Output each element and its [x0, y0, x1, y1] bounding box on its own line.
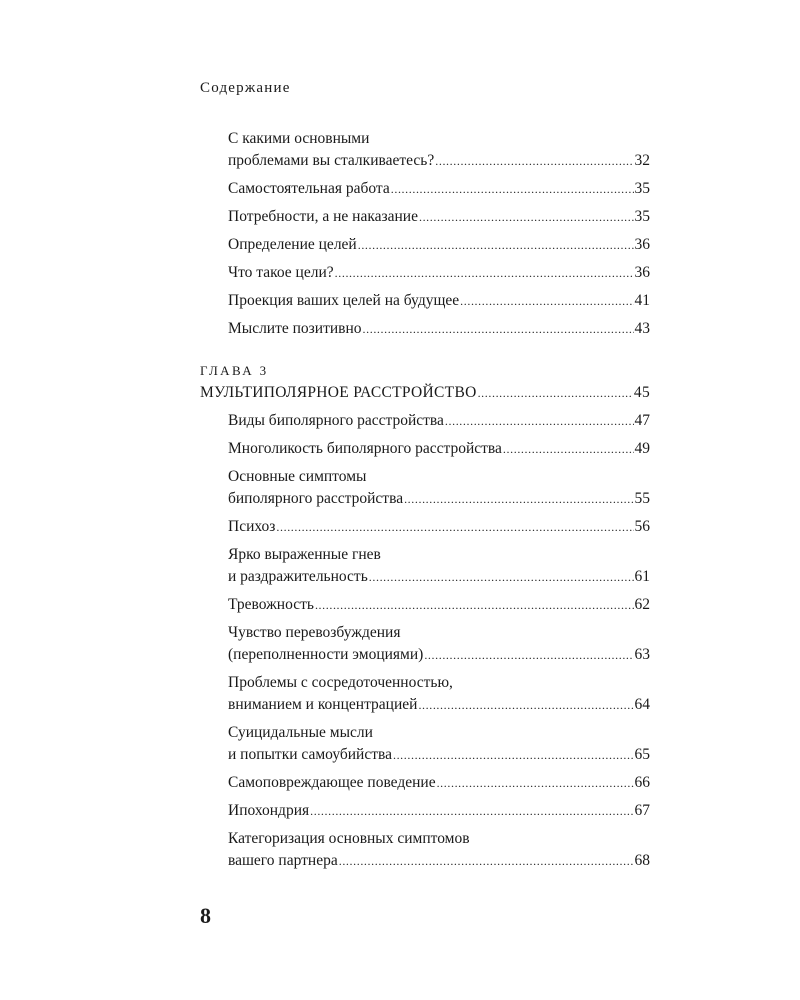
toc-entry-title: Многоликость биполярного расстройства: [228, 440, 502, 457]
toc-entry-title: Самоповреждающее поведение: [228, 774, 436, 791]
dot-leader: [435, 150, 633, 172]
dot-leader: [358, 234, 634, 256]
toc-entry-page-number: 49: [634, 440, 650, 457]
toc-entry[interactable]: [200, 800, 650, 822]
toc-entry-line: Суицидальные мысли: [228, 724, 373, 741]
dot-leader: [393, 744, 634, 766]
toc-entry-page-number: 43: [634, 320, 650, 337]
dot-leader: [276, 516, 633, 538]
toc-entry[interactable]: [200, 516, 650, 538]
toc-entry-last-line: [228, 290, 650, 312]
toc-entry-last-line: [228, 438, 650, 460]
toc-entry-page-number: 36: [634, 264, 650, 281]
toc-entry-title: Что такое цели?: [228, 264, 334, 281]
toc-entry-page-number: 56: [634, 518, 650, 535]
toc-entry-last-line: [228, 772, 650, 794]
toc-entry-line: Основные симптомы: [228, 468, 367, 485]
toc-entry-last-line: [228, 744, 650, 766]
toc-entry-page-number: 64: [634, 696, 650, 713]
toc-entry[interactable]: [200, 672, 650, 716]
toc-entry-page-number: 55: [634, 490, 650, 507]
toc-entry-page-number: 66: [634, 774, 650, 791]
toc-entry-line: С какими основными: [228, 130, 370, 147]
chapter-label: ГЛАВА 3: [200, 363, 269, 378]
toc-entry[interactable]: [200, 544, 650, 588]
toc-entry[interactable]: [200, 234, 650, 256]
toc-entry-last-line: [228, 262, 650, 284]
toc-entry-title: проблемами вы сталкиваетесь?: [228, 152, 435, 169]
toc-entry-title: Определение целей: [228, 236, 357, 253]
toc-entry[interactable]: [200, 622, 650, 666]
toc-entry-last-line: [228, 800, 650, 822]
toc-entry-title: Тревожность: [228, 596, 314, 613]
toc-entry[interactable]: [200, 466, 650, 510]
toc-entry-page-number: 35: [634, 180, 650, 197]
toc-entry[interactable]: [200, 206, 650, 228]
dot-leader: [335, 262, 634, 284]
dot-leader: [339, 850, 634, 872]
toc-entry-page-number: 35: [634, 208, 650, 225]
dot-leader: [478, 382, 633, 404]
toc-entry[interactable]: [200, 772, 650, 794]
toc-entry[interactable]: [200, 318, 650, 340]
toc-entry-last-line: [228, 644, 650, 666]
toc-entry-title: Ипохондрия: [228, 802, 310, 819]
toc-entry-title: Самостоятельная работа: [228, 180, 390, 197]
dot-leader: [404, 488, 633, 510]
toc-entry[interactable]: [200, 594, 650, 616]
toc-entry-last-line: [228, 488, 650, 510]
toc-entry-last-line: [228, 850, 650, 872]
toc-entry[interactable]: [200, 290, 650, 312]
toc-entry-page-number: 36: [634, 236, 650, 253]
table-of-contents: [200, 128, 650, 878]
toc-entry-page-number: 62: [634, 596, 650, 613]
toc-entry-title: Мыслите позитивно: [228, 320, 362, 337]
toc-entry-title: вниманием и концентрацией: [228, 696, 418, 713]
toc-entry-line: Чувство перевозбуждения: [228, 624, 401, 641]
toc-entry-page-number: 32: [634, 152, 650, 169]
toc-section-2: [200, 410, 650, 872]
dot-leader: [315, 594, 634, 616]
toc-entry-last-line: [228, 206, 650, 228]
toc-entry-last-line: [228, 234, 650, 256]
toc-entry-line: Ярко выраженные гнев: [228, 546, 381, 563]
dot-leader: [391, 178, 634, 200]
dot-leader: [437, 772, 634, 794]
dot-leader: [424, 644, 633, 666]
toc-entry-title: и попытки самоубийства: [228, 746, 392, 763]
dot-leader: [503, 438, 634, 460]
toc-entry[interactable]: [200, 828, 650, 872]
toc-entry-title: Психоз: [228, 518, 276, 535]
page-number: 8: [200, 903, 211, 928]
dot-leader: [369, 566, 634, 588]
toc-entry-page-number: 65: [634, 746, 650, 763]
toc-entry[interactable]: [200, 128, 650, 172]
toc-entry[interactable]: [200, 438, 650, 460]
dot-leader: [310, 800, 633, 822]
toc-entry-title: (переполненности эмоциями): [228, 646, 424, 663]
toc-entry-title: Проекция ваших целей на будущее: [228, 292, 460, 309]
chapter-title: МУЛЬТИПОЛЯРНОЕ РАССТРОЙСТВО: [200, 384, 477, 401]
toc-entry[interactable]: [200, 410, 650, 432]
toc-entry-line: Проблемы с сосредоточенностью,: [228, 674, 453, 691]
dot-leader: [363, 318, 634, 340]
toc-entry-title: биполярного расстройства: [228, 490, 404, 507]
toc-entry[interactable]: [200, 262, 650, 284]
toc-entry-last-line: [228, 410, 650, 432]
toc-entry-title: вашего партнера: [228, 852, 338, 869]
toc-entry-page-number: 61: [634, 568, 650, 585]
toc-entry-last-line: [228, 516, 650, 538]
toc-section-1: [200, 128, 650, 340]
dot-leader: [460, 290, 633, 312]
toc-entry-title: и раздражительность: [228, 568, 368, 585]
running-header: Содержание: [200, 80, 291, 96]
toc-entry[interactable]: [200, 722, 650, 766]
toc-entry-last-line: [228, 178, 650, 200]
dot-leader: [445, 410, 634, 432]
toc-entry-page-number: 41: [634, 292, 650, 309]
toc-entry-last-line: [228, 150, 650, 172]
toc-entry-page-number: 68: [634, 852, 650, 869]
toc-entry-page-number: 67: [634, 802, 650, 819]
chapter-title-entry[interactable]: [200, 382, 650, 404]
toc-entry-last-line: [228, 318, 650, 340]
toc-entry-page-number: 47: [634, 412, 650, 429]
toc-entry-last-line: [228, 566, 650, 588]
toc-entry-last-line: [228, 694, 650, 716]
toc-entry[interactable]: [200, 178, 650, 200]
toc-entry-line: Категоризация основных симптомов: [228, 830, 470, 847]
toc-entry-page-number: 63: [634, 646, 650, 663]
dot-leader: [418, 694, 633, 716]
toc-entry-title: Виды биполярного расстройства: [228, 412, 444, 429]
toc-entry-last-line: [228, 594, 650, 616]
toc-entry-title: Потребности, а не наказание: [228, 208, 418, 225]
dot-leader: [419, 206, 634, 228]
chapter-page-number: 45: [633, 384, 650, 401]
